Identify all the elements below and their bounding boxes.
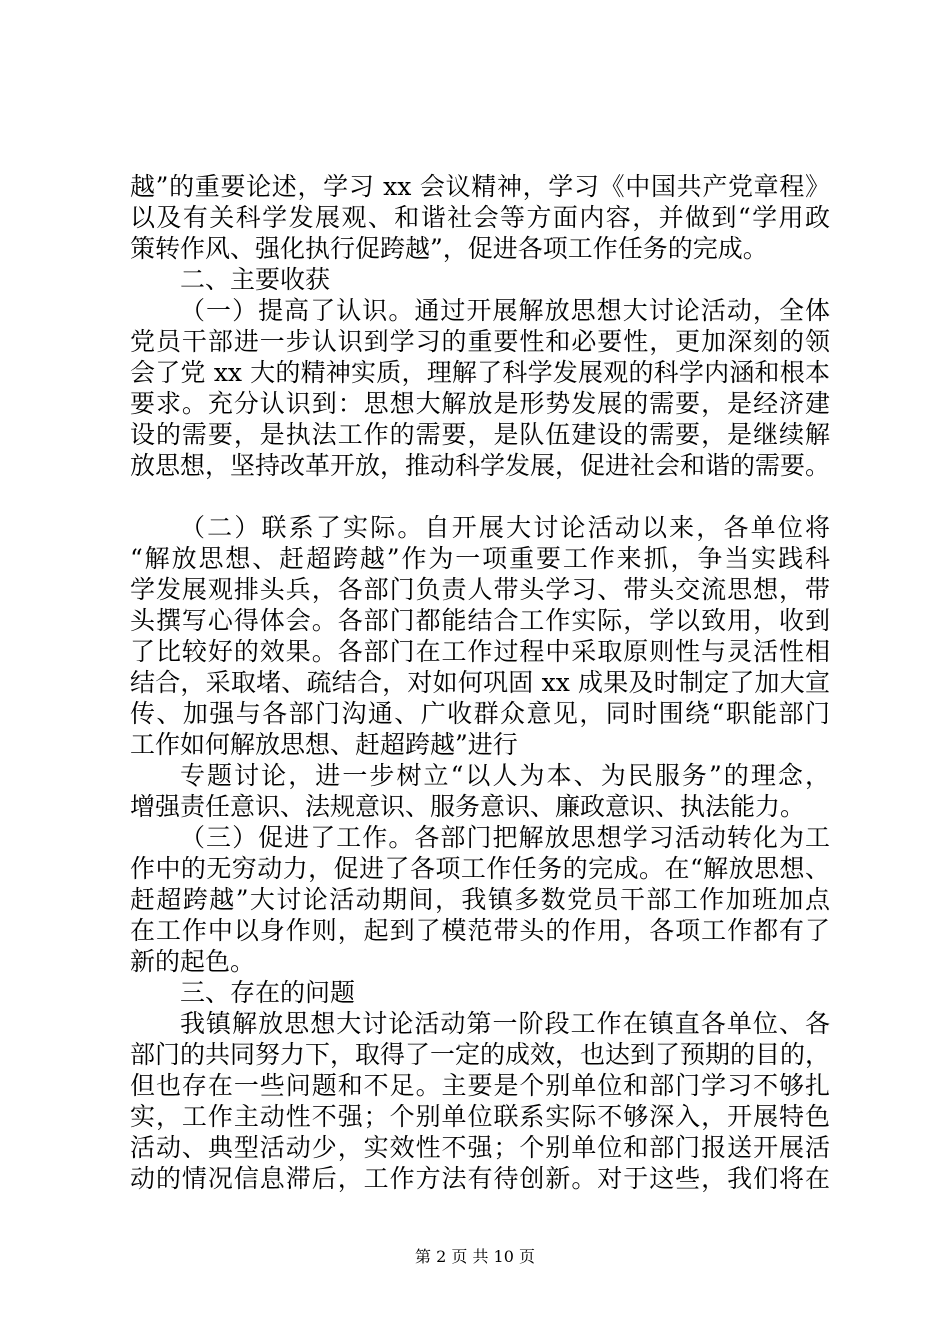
text-line: 放思想，坚持改革开放，推动科学发展，促进社会和谐的需要。 (130, 451, 831, 480)
text-line: 我镇解放思想大讨论活动第一阶段工作在镇直各单位、各 (180, 1009, 830, 1038)
text-line: 结合，采取堵、疏结合，对如何巩固 xx 成果及时制定了加大宣 (130, 668, 830, 697)
text-line: 新的起色。 (130, 947, 256, 976)
text-line: 越”的重要论述，学习 xx 会议精神，学习《中国共产党章程》 (130, 172, 830, 201)
page-footer: 第 2 页 共 10 页 (415, 1247, 535, 1266)
text-line: 设的需要，是执法工作的需要，是队伍建设的需要，是继续解 (130, 420, 830, 449)
text-line: 专题讨论，进一步树立“以人为本、为民服务”的理念， (180, 761, 830, 790)
text-line: 会了党 xx 大的精神实质，理解了科学发展观的科学内涵和根本 (130, 358, 830, 387)
blank-line (130, 481, 830, 512)
text-line: 三、存在的问题 (180, 978, 356, 1007)
text-line: 动的情况信息滞后，工作方法有待创新。对于这些，我们将在 (130, 1164, 830, 1193)
text-line: 学发展观排头兵，各部门负责人带头学习、带头交流思想，带 (130, 575, 830, 604)
text-line: 实，工作主动性不强；个别单位联系实际不够深入，开展特色 (130, 1102, 830, 1131)
text-line: 传、加强与各部门沟通、广收群众意见，同时围绕“职能部门 (130, 699, 830, 728)
text-line: “解放思想、赶超跨越”作为一项重要工作来抓，争当实践科 (130, 544, 830, 573)
text-line: 部门的共同努力下，取得了一定的成效，也达到了预期的目的， (130, 1040, 831, 1069)
text-line: 增强责任意识、法规意识、服务意识、廉政意识、执法能力。 (130, 792, 806, 821)
text-line: （二）联系了实际。自开展大讨论活动以来，各单位将 (180, 513, 830, 542)
text-line: （一）提高了认识。通过开展解放思想大讨论活动，全体 (180, 296, 830, 325)
text-line: 头撰写心得体会。各部门都能结合工作实际，学以致用，收到 (130, 606, 830, 635)
text-line: 但也存在一些问题和不足。主要是个别单位和部门学习不够扎 (130, 1071, 830, 1100)
text-line: 二、主要收获 (180, 265, 331, 294)
text-line: 工作如何解放思想、赶超跨越”进行 (130, 730, 518, 759)
text-line: （三）促进了工作。各部门把解放思想学习活动转化为工 (180, 823, 830, 852)
text-line: 策转作风、强化执行促跨越”，促进各项工作任务的完成。 (130, 234, 768, 263)
text-line: 党员干部进一步认识到学习的重要性和必要性，更加深刻的领 (130, 327, 830, 356)
text-line: 赶超跨越”大讨论活动期间，我镇多数党员干部工作加班加点 (130, 885, 830, 914)
text-line: 要求。充分认识到：思想大解放是形势发展的需要，是经济建 (130, 389, 830, 418)
text-line: 了比较好的效果。各部门在工作过程中采取原则性与灵活性相 (130, 637, 830, 666)
text-line: 活动、典型活动少，实效性不强；个别单位和部门报送开展活 (130, 1133, 830, 1162)
text-line: 以及有关科学发展观、和谐社会等方面内容，并做到“学用政 (130, 203, 830, 232)
document-body (130, 171, 830, 1194)
text-line: 在工作中以身作则，起到了模范带头的作用，各项工作都有了 (130, 916, 830, 945)
text-line: 作中的无穷动力，促进了各项工作任务的完成。在“解放思想、 (130, 854, 830, 883)
